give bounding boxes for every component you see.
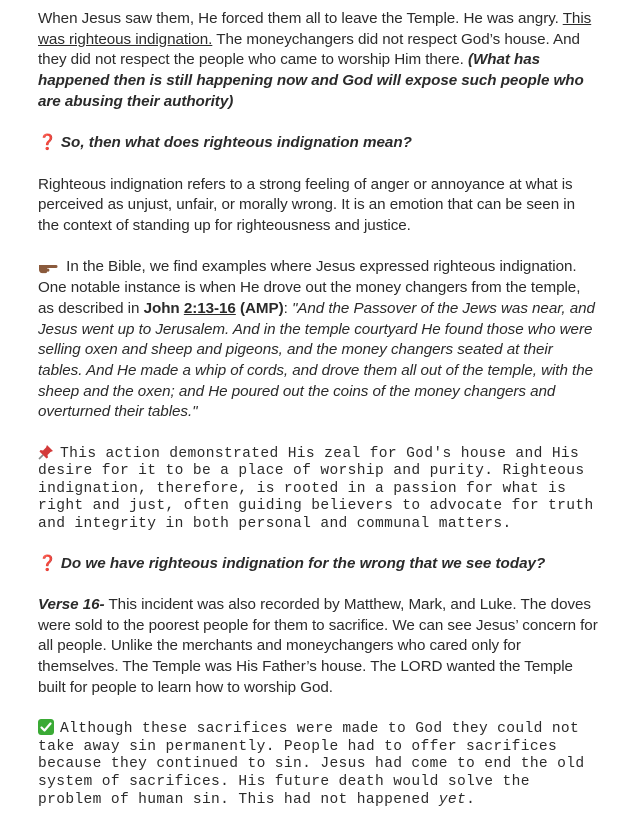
definition-text: Righteous indignation refers to a strong feeling of anger or annoyance at what is perceived as unjust, unfair, or morally wrong. It is an emotion that can be seen in the context of standing up for righteousness and justice. [38,175,575,234]
paragraph-sacrifices [38,719,598,809]
red-question-mark-icon: ❓ [38,554,57,572]
verse-16-text: This incident was also recorded by Matthew, Mark, and Luke. The doves were sold to the poorest people for them to sacrifice. We can see Jesus’ concern for all people. Unlike the merchants and moneychangers who cared only for themselves. The Temple was His Father’s house. The LORD wanted the Temple built for people to learn how to worship God. [38,596,598,696]
verse-16-lead: Verse 16- [38,596,105,614]
question-1-text: So, then what does righteous indignation mean? [60,134,412,152]
red-question-mark-icon: ❓ [38,134,57,152]
question-2-text: Do we have righteous indignation for the wrong that we see today? [60,554,546,572]
scripture-ref-book: John [143,299,184,317]
scripture-colon: : [283,299,292,317]
scripture-quote: "And the Passover of the Jews was near, and Jesus went up to Jerusalem. And in the temple courtyard He found those who were selling oxen and sheep and pigeons, and the money changers seated at their tables. And He made a whip of cords, and drove them all out of the temple, with the sheep and the oxen; and He poured out the coins of the money changers and overturned their tables." [38,299,595,421]
paragraph-bible-example [38,257,598,423]
righteous-indignation-link[interactable]: This was righteous indignation. [38,10,592,48]
pointing-hand-icon [38,257,58,278]
pushpin-icon [38,444,54,464]
paragraph-intro [38,9,598,113]
document-body [38,9,598,829]
question-heading-1 [38,133,598,154]
intro-text-a: When Jesus saw them, He forced them all to leave the Temple. He was angry. [38,10,563,27]
paragraph-definition [38,175,598,237]
zeal-text: This action demonstrated His zeal for God's house and His desire for it to be a place of worship and purity. Righteous indignation, therefore, is rooted in a passion for what is right and just, often guiding believers to advocate for truth and integrity in both personal and communal matters. [38,445,594,533]
paragraph-verse-16 [38,595,598,699]
sacrifices-italic-yet: yet [438,791,467,808]
bible-text-a: In the Bible, we find examples where Jesus expressed righteous indignation. One notable instance is when He drove out the money changers from the temple, as described in [38,258,581,317]
sacrifices-text: Although these sacrifices were made to God they could not take away sin permanently. People had to offer sacrifices because they continued to sin. Jesus had come to end the old system of sacrifices. His future death would solve the problem of human sin. This had not happened [38,721,585,808]
paragraph-zeal [38,444,598,534]
intro-bold-italic: (What has happened then is still happening now and God will expose such people who are abusing their authority) [38,51,584,110]
sacrifices-period: . [466,791,476,808]
scripture-ref-link[interactable]: 2:13-16 [183,299,236,317]
intro-text-b: The moneychangers did not respect God’s house. And they did not respect the people who came to worship Him there. [38,30,580,69]
green-check-mark-icon [38,719,54,739]
question-heading-2 [38,554,598,575]
scripture-ref-version: (AMP) [235,299,284,317]
